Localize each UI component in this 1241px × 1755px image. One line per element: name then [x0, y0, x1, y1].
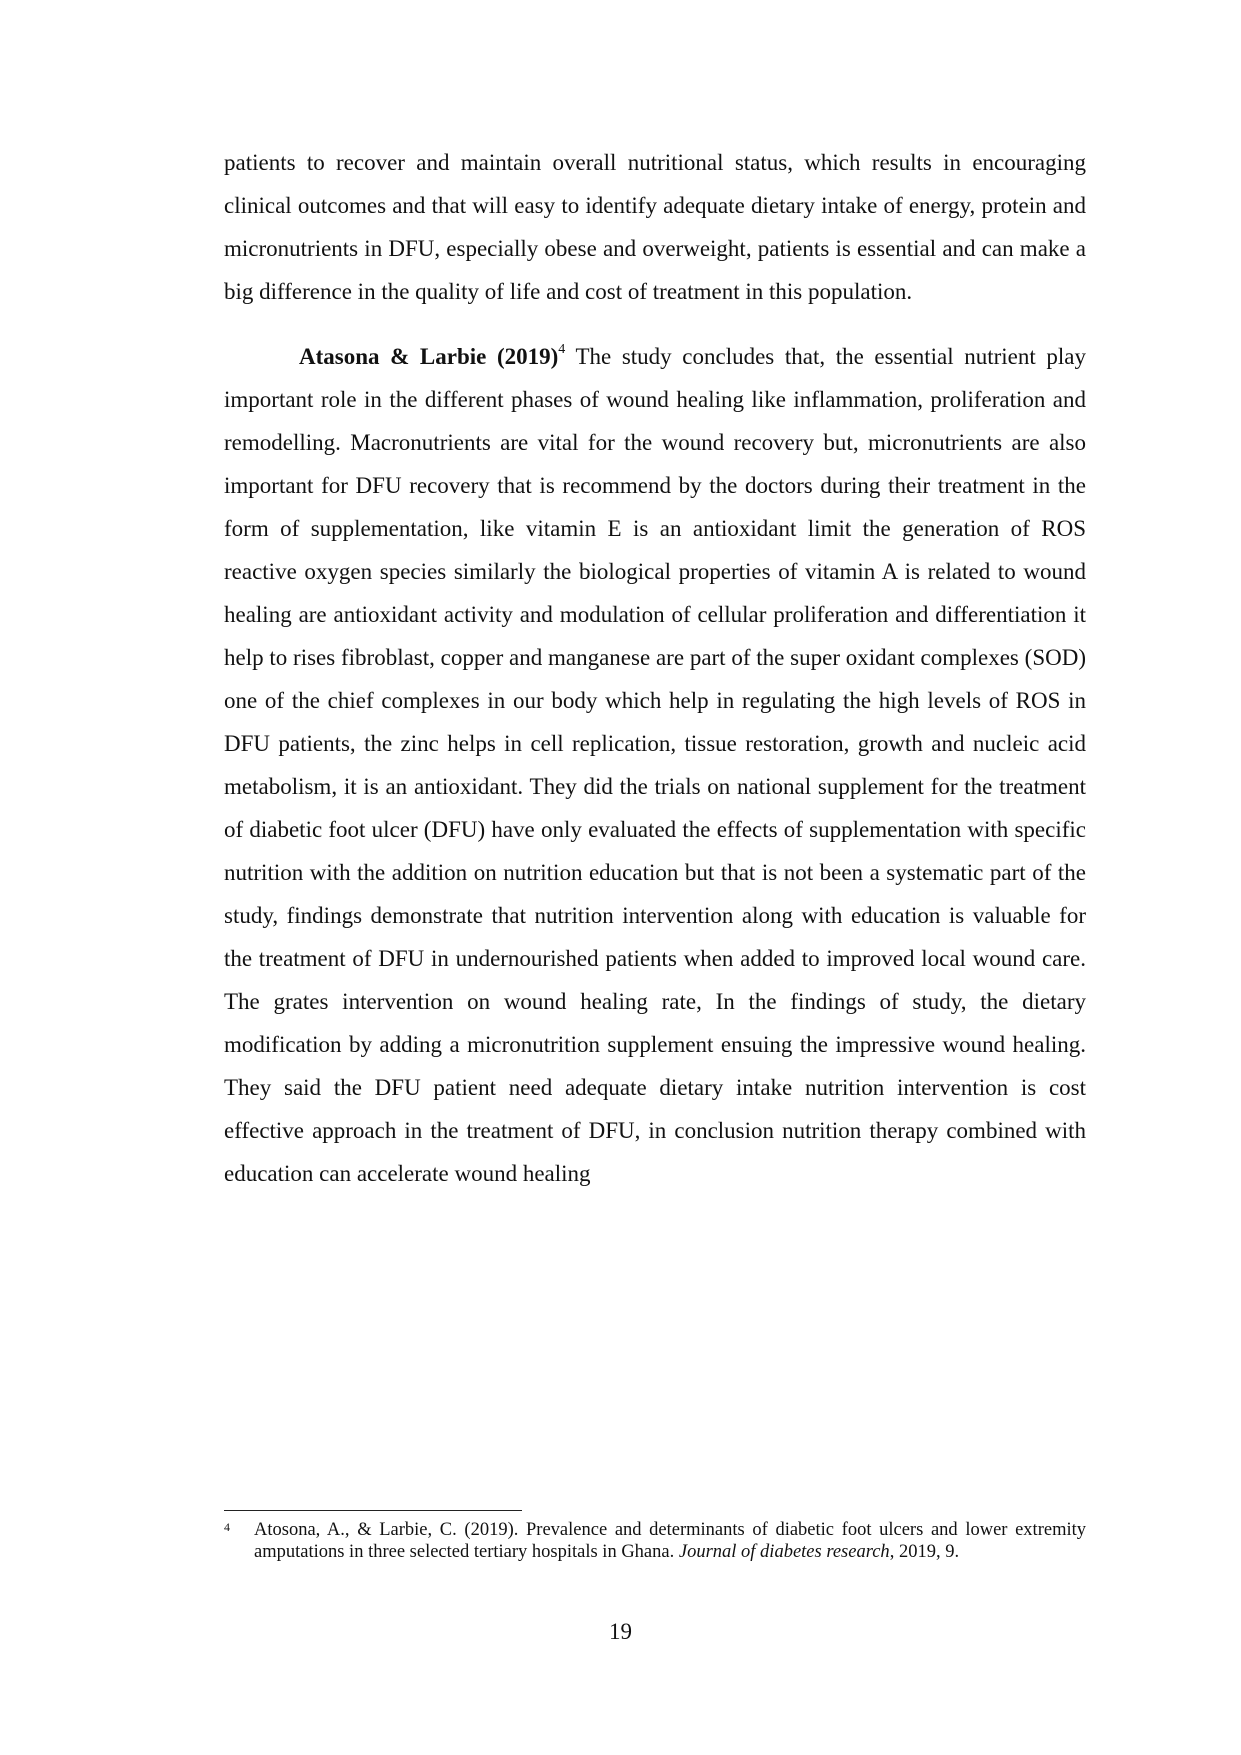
footnote-citation [254, 1519, 1086, 1563]
footnote-reference: 4 [558, 342, 566, 358]
footnote-number: 4 [224, 1520, 230, 1534]
paragraph-study-text: The study concludes that, the essential nutrient play important role in the different phases of wound healing like inflammation, proliferation and remodelling. Macronutrients are vital for the wound recovery but, micronutrients are also important for DFU recovery that is recommend by the doctors during their treatment in the form of supplementation, like vitamin E is an antioxidant limit the generation of ROS reactive oxygen species similarly the biological properties of vitamin A is related to wound healing are antioxidant activity and modulation of cellular proliferation and differentiation it help to rises fibroblast, copper and manganese are part of the super oxidant complexes (SOD) one of the chief complexes in our body which help in regulating the high levels of ROS in DFU patients, the zinc helps in cell replication, tissue restoration, growth and nucleic acid metabolism, it is an antioxidant. They did the trials on national supplement for the treatment of diabetic foot ulcer (DFU) have only evaluated the effects of supplementation with specific nutrition with the addition on nutrition education but that is not been a systematic part of the study, findings demonstrate that nutrition intervention along with education is valuable for the treatment of DFU in undernourished patients when added to improved local wound care. The grates intervention on wound healing rate, In the findings of study, the dietary modification by adding a micronutrition supplement ensuing the impressive wound healing. They said the DFU patient need adequate dietary intake nutrition intervention is cost effective approach in the treatment of DFU, in conclusion nutrition therapy combined with education can accelerate wound healing [224, 344, 1086, 1186]
paragraph-study-summary [224, 335, 1086, 1195]
footnote-journal-title: Journal of diabetes research [678, 1542, 890, 1562]
author-citation: Atasona & Larbie (2019) [299, 344, 559, 369]
body-text [224, 141, 1086, 1195]
footnote-text-before-journal: Atosona, A., & Larbie, C. (2019). Prevalence and determinants of diabetic foot ulcers and lower extremity amputations in three selected tertiary hospitals in Ghana. [254, 1520, 1086, 1562]
page-number: 19 [609, 1619, 632, 1644]
footnote-divider [224, 1510, 522, 1511]
paragraph-continuation: patients to recover and maintain overall nutritional status, which results in encouraging clinical outcomes and that will easy to identify adequate dietary intake of energy, protein and micronutrients in DFU, especially obese and overweight, patients is essential and can make a big difference in the quality of life and cost of treatment in this population. [224, 150, 1086, 304]
footnote [224, 1519, 1086, 1563]
footnote-text-after-journal: , 2019, 9. [889, 1542, 960, 1562]
